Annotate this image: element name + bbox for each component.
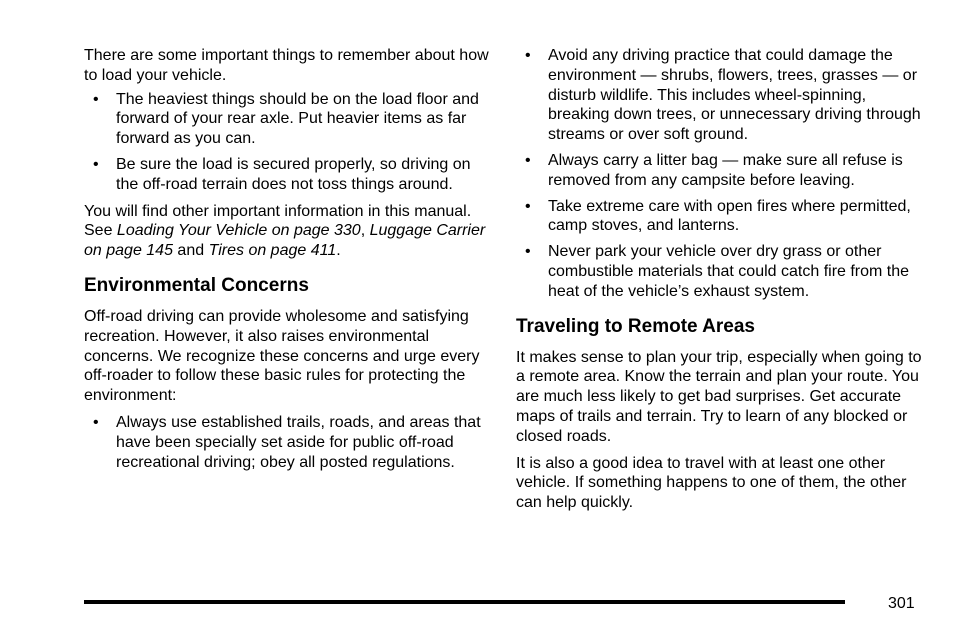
list-item: • The heaviest things should be on the load floor and forward of your rear axle. Put heavier items as far forward as you can. [93, 90, 479, 148]
remote-paragraph-1: It makes sense to plan your trip, especially when going to a remote area. Know the terrain and plan your route. You are much less likely to get bad surprises. Get accurate maps of trails and terrain. Try to learn of any blocked or closed roads. [516, 348, 922, 445]
bullet-icon: • [525, 47, 531, 64]
environment-paragraph: Off-road driving can provide wholesome and satisfying recreation. However, it also raises environmental concerns. We recognize these concerns and urge every off-roader to follow these basic rules for protecting the environment: [84, 307, 480, 405]
bullet-icon: • [93, 90, 99, 108]
info-paragraph: You will find other important information in this manual. See Loading Your Vehicle on page 330, Luggage Carrier on page 145 and Tires on page 411. [84, 202, 486, 260]
intro-paragraph: There are some important things to remember about how to load your vehicle. [84, 47, 489, 84]
list-item: • Never park your vehicle over dry grass or other combustible materials that could catch fire from the heat of the vehicle’s exhaust system. [525, 243, 910, 300]
list-item: • Always carry a litter bag — make sure all refuse is removed from any campsite before leaving. [525, 151, 903, 189]
bullet-icon: • [525, 151, 531, 169]
heading-environmental-concerns: Environmental Concerns [84, 274, 309, 296]
cross-reference-tires: Tires on page 411 [208, 242, 337, 260]
list-item: • Be sure the load is secured properly, so driving on the off-road terrain does not toss things around. [93, 155, 471, 193]
list-item: • Always use established trails, roads, and areas that have been specially set aside for public off-road recreational driving; obey all posted regulations. [93, 413, 481, 471]
environment-bullet-list [84, 413, 489, 472]
bullet-icon: • [93, 413, 99, 431]
cross-reference-luggage: Luggage Carrier on page 145 [84, 222, 486, 260]
environment-bullet-list-continued [516, 46, 926, 302]
remote-paragraph-2: It is also a good idea to travel with at least one other vehicle. If something happens to one of them, the other can help quickly. [516, 454, 907, 512]
bullet-icon: • [525, 197, 531, 215]
left-column [84, 46, 489, 479]
bullet-icon: • [93, 155, 99, 173]
heading-traveling-remote-areas: Traveling to Remote Areas [516, 315, 755, 337]
right-column [516, 46, 926, 520]
bullet-icon: • [525, 243, 531, 261]
page-number: 301 [888, 595, 915, 612]
list-item: • Avoid any driving practice that could damage the environment — shrubs, flowers, trees, grasses — or disturb wildlife. This includes wheel-spinning, breaking down trees, or unnecessary driving through streams or over soft ground. [525, 47, 921, 144]
load-bullet-list [84, 90, 489, 195]
footer-rule [84, 600, 845, 604]
list-item: • Take extreme care with open fires where permitted, camp stoves, and lanterns. [525, 197, 911, 235]
cross-reference-loading: Loading Your Vehicle on page 330 [116, 222, 361, 240]
